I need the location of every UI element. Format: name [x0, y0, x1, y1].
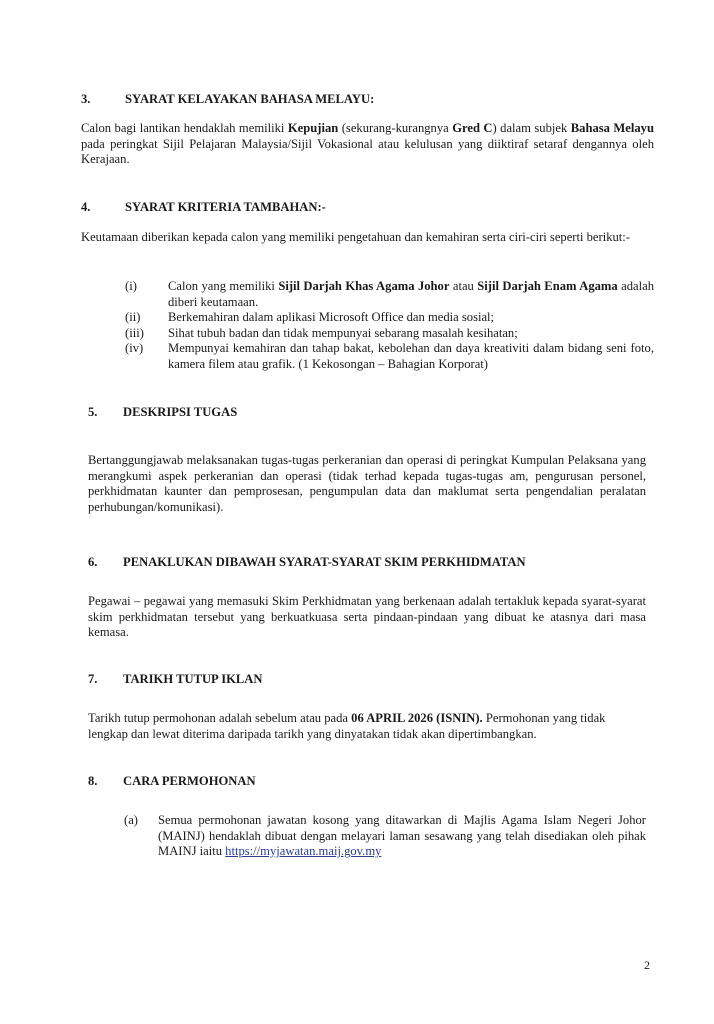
section-number: 6. — [88, 555, 98, 569]
section-4-list — [125, 279, 654, 373]
page-number: 2 — [644, 958, 650, 972]
section-number: 7. — [88, 672, 98, 686]
section-title: TARIKH TUTUP IKLAN — [123, 672, 263, 686]
section-title: SYARAT KELAYAKAN BAHASA MELAYU: — [125, 92, 375, 106]
section-7-paragraph — [88, 711, 648, 742]
section-number: 3. — [81, 92, 91, 106]
section-6-paragraph: Pegawai – pegawai yang memasuki Skim Perkhidmatan yang berkenaan adalah tertakluk kepada syarat-syarat skim perkhidmatan tersebut yang berkuatkuasa serta pindaan-pindaan yang dibuat ke atasnya dari masa kemasa. — [88, 594, 646, 640]
section-6-heading — [88, 555, 526, 570]
section-title: CARA PERMOHONAN — [123, 774, 256, 788]
section-7-heading — [88, 672, 263, 687]
list-item — [124, 813, 646, 860]
application-website-link[interactable]: https://myjawatan.maij.gov.my — [225, 844, 382, 859]
text-run: Tarikh tutup permohonan adalah sebelum atau pada — [88, 711, 352, 725]
list-item — [125, 279, 654, 310]
list-marker: (a) — [124, 813, 138, 827]
list-text: Semua permohonan jawatan kosong yang ditawarkan di Majlis Agama Islam Negeri Johor (MAINJ) hendaklah dibuat dengan melayari laman sesawang yang telah disediakan oleh pihak MAINJ iaitu https://myjawatan.maij.gov.my — [158, 813, 646, 859]
section-title: DESKRIPSI TUGAS — [123, 405, 238, 419]
section-3-paragraph — [81, 121, 654, 168]
section-8-heading — [88, 774, 256, 789]
section-3-heading — [81, 92, 374, 107]
section-title: PENAKLUKAN DIBAWAH SYARAT-SYARAT SKIM PERKHIDMATAN — [123, 555, 526, 569]
section-number: 5. — [88, 405, 98, 419]
list-marker: (ii) — [125, 310, 141, 325]
section-title: SYARAT KRITERIA TAMBAHAN:- — [125, 200, 326, 214]
text-run: Calon bagi lantikan hendaklah memiliki — [81, 121, 288, 135]
text-run: ) dalam subjek — [492, 121, 571, 135]
list-marker: (iv) — [125, 341, 144, 356]
section-8-list — [124, 813, 646, 860]
list-item — [125, 341, 654, 372]
text-run: Permohonan yang tidak lengkap dan lewat diterima daripada tarikh yang dinyatakan tidak akan dipertimbangkan. — [88, 711, 606, 741]
list-text: Calon yang memiliki Sijil Darjah Khas Agama Johor atau Sijil Darjah Enam Agama adalah diberi keutamaan. — [168, 279, 654, 309]
list-marker: (iii) — [125, 325, 144, 340]
section-4-heading — [81, 200, 326, 215]
list-item — [125, 326, 654, 342]
list-text: Mempunyai kemahiran dan tahap bakat, kebolehan dan daya kreativiti dalam bidang seni foto, kamera filem atau grafik. (1 Kekosongan – Bahagian Korporat) — [168, 341, 654, 371]
text-run: pada peringkat Sijil Pelajaran Malaysia/Sijil Vokasional atau kelulusan yang diiktiraf setaraf dengannya oleh Kerajaan. — [81, 136, 654, 167]
list-marker: (i) — [125, 279, 137, 293]
closing-date: 06 APRIL 2026 (ISNIN). — [351, 711, 483, 725]
section-number: 4. — [81, 200, 91, 214]
list-item — [125, 310, 654, 326]
bold-gred: Gred C — [452, 121, 493, 135]
text-run: (sekurang-kurangnya — [338, 121, 453, 135]
section-5-paragraph: Bertanggungjawab melaksanakan tugas-tugas perkeranian dan operasi di peringkat Kumpulan Pelaksana yang merangkumi aspek perkeranian dan operasi (tidak terhad kepada tugas-tugas am, pengurusan personel, perkhidmatan kaunter dan pemprosesan, pengumpulan data dan maklumat serta pengendalian peralatan perhubungan/komunikasi). — [88, 453, 646, 514]
list-text: Sihat tubuh badan dan tidak mempunyai sebarang masalah kesihatan; — [168, 325, 518, 340]
section-number: 8. — [88, 774, 98, 788]
section-4-intro: Keutamaan diberikan kepada calon yang memiliki pengetahuan dan kemahiran serta ciri-ciri seperti berikut:- — [81, 230, 631, 244]
bold-kepujian: Kepujian — [287, 121, 339, 135]
section-5-heading — [88, 405, 237, 420]
list-text: Berkemahiran dalam aplikasi Microsoft Office dan media sosial; — [168, 310, 495, 325]
bold-bahasa-melayu: Bahasa Melayu — [570, 121, 654, 135]
